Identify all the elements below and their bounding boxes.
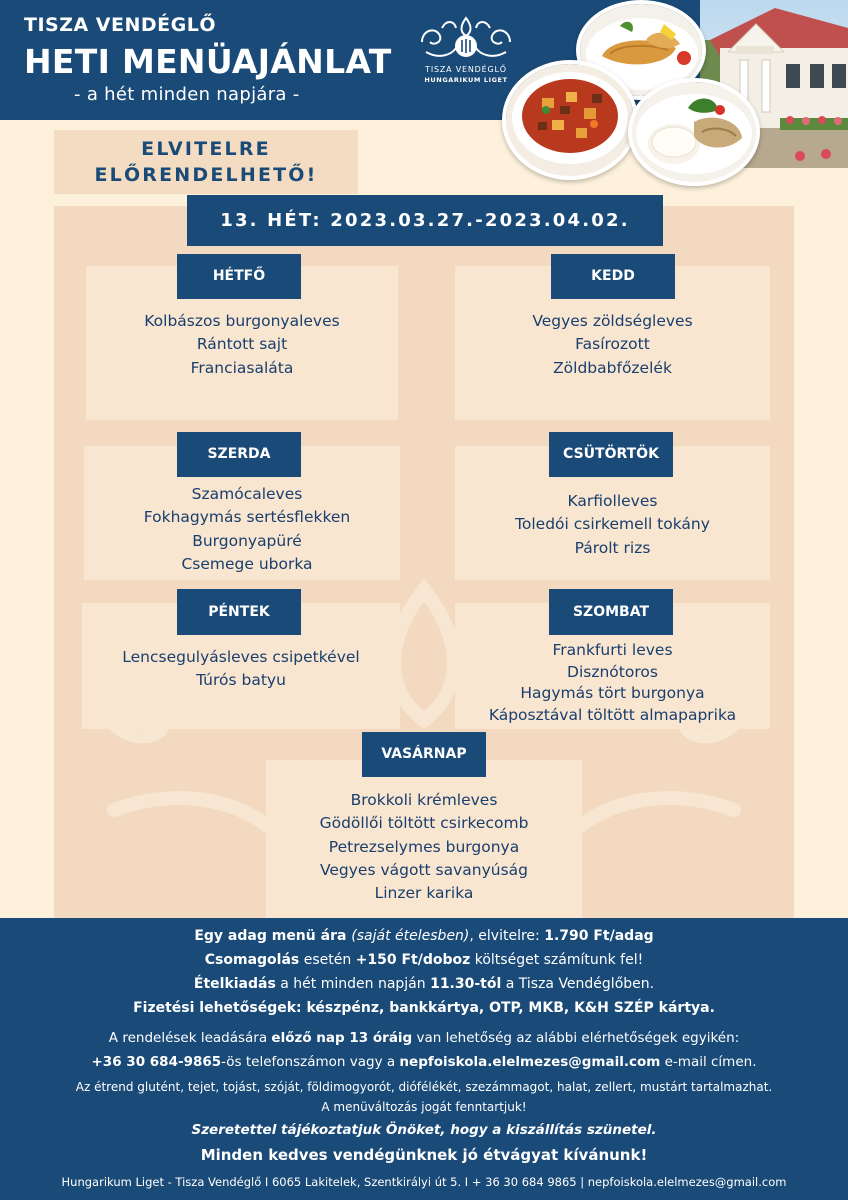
serving-text: a hét minden napján bbox=[275, 976, 431, 992]
address-line: Hungarikum Liget - Tisza Vendéglő I 6065 Lakitelek, Szentkirályi út 5. I + 36 30 684 9865 | nepfoiskola.elelmezes@gmail.com bbox=[61, 1175, 787, 1189]
payment-line bbox=[0, 1000, 848, 1016]
payment-methods: készpénz, bankkártya, OTP, MKB, K&H SZÉP kártya. bbox=[301, 1000, 715, 1016]
dish-item: Gödöllői töltött csirkecomb bbox=[319, 814, 529, 833]
dish-item: Fokhagymás sertésflekken bbox=[143, 508, 351, 527]
day-label-monday: HÉTFŐ bbox=[177, 254, 301, 299]
dish-item: Karfiolleves bbox=[567, 492, 658, 510]
dish-item: Lencsegulyásleves csipetkével bbox=[122, 648, 360, 666]
email-address[interactable]: nepfoiskola.elelmezes@gmail.com bbox=[399, 1054, 661, 1070]
dish-item: Káposztával töltött almapaprika bbox=[488, 705, 737, 724]
dish-item: Burgonyapüré bbox=[192, 531, 302, 550]
wish-line: Minden kedves vendégünknek jó étvágyat kívánunk! bbox=[200, 1146, 648, 1164]
order-text-3: -ös telefonszámon vagy a bbox=[221, 1054, 400, 1070]
day-label-friday: PÉNTEK bbox=[177, 589, 301, 635]
logo-subtitle: HUNGARIKUM LIGET bbox=[424, 76, 508, 84]
stew-dish-photo bbox=[502, 60, 638, 180]
serving-time: 11.30-tól bbox=[430, 976, 502, 992]
order-text: A rendelések leadására bbox=[108, 1030, 272, 1046]
footer-info bbox=[0, 918, 848, 1200]
packaging-fee: +150 Ft/doboz bbox=[355, 952, 471, 968]
dishes-wednesday bbox=[84, 483, 410, 576]
packaging-text-2: költséget számítunk fel! bbox=[470, 952, 644, 968]
serving-label: Ételkiadás bbox=[193, 976, 276, 992]
price-value: 1.790 Ft/adag bbox=[544, 928, 654, 944]
price-text: Egy adag menü ára bbox=[194, 928, 352, 944]
dishes-tuesday bbox=[455, 310, 770, 380]
order-line-1 bbox=[0, 1030, 848, 1046]
serving-line bbox=[0, 976, 848, 992]
order-deadline: előző nap 13 óráig bbox=[271, 1030, 413, 1046]
serving-text-2: a Tisza Vendéglőben. bbox=[501, 976, 655, 992]
week-banner: 13. HÉT: 2023.03.27.-2023.04.02. bbox=[187, 195, 663, 246]
dish-item: Fasírozott bbox=[575, 335, 650, 354]
dish-item: Hagymás tört burgonya bbox=[520, 684, 705, 702]
payment-label: Fizetési lehetőségek: bbox=[133, 1000, 302, 1016]
dish-item: Linzer karika bbox=[374, 884, 474, 903]
takeaway-line-2: ELŐRENDELHETŐ! bbox=[94, 164, 318, 186]
tisza-logo-icon bbox=[416, 16, 516, 62]
page-subtitle: - a hét minden napjára - bbox=[74, 84, 300, 105]
delivery-notice: Szeretettel tájékoztatjuk Önöket, hogy a kiszállítás szünetel. bbox=[191, 1122, 657, 1138]
dishes-monday bbox=[86, 310, 398, 380]
price-line bbox=[0, 928, 848, 944]
day-label-sunday: VASÁRNAP bbox=[362, 732, 486, 777]
dish-item: Petrezselymes burgonya bbox=[328, 837, 520, 856]
tisza-logo bbox=[414, 16, 518, 100]
order-text-2: van lehetőség az alábbi elérhetőségek egyikén: bbox=[412, 1030, 740, 1046]
logo-name: TISZA VENDÉGLŐ bbox=[425, 65, 507, 74]
dish-item: Vegyes vágott savanyúság bbox=[319, 860, 529, 879]
packaging-text: esetén bbox=[299, 952, 356, 968]
rice-dish-photo bbox=[628, 78, 760, 186]
price-text-2: , elvitelre: bbox=[469, 928, 545, 944]
packaging-line bbox=[0, 952, 848, 968]
dishes-sunday bbox=[266, 789, 582, 905]
dish-item: Vegyes zöldségleves bbox=[532, 312, 693, 330]
dish-item: Csemege uborka bbox=[181, 554, 313, 573]
price-note: (saját ételesben) bbox=[351, 928, 470, 944]
day-label-saturday: SZOMBAT bbox=[549, 589, 673, 635]
allergen-notice: Az étrend glutént, tejet, tojást, szóját, földimogyorót, diófélékét, szezámmagot, halat, zellert, mustárt tartalmazhat. bbox=[75, 1080, 773, 1094]
day-label-thursday: CSÜTÖRTÖK bbox=[549, 432, 673, 477]
packaging-label: Csomagolás bbox=[204, 952, 300, 968]
dish-item: Túrós batyu bbox=[196, 671, 286, 690]
dish-item: Kolbászos burgonyaleves bbox=[144, 312, 340, 330]
page-title: HETI MENÜAJÁNLAT bbox=[24, 42, 392, 81]
order-text-4: e-mail címen. bbox=[660, 1054, 757, 1070]
day-label-wednesday: SZERDA bbox=[177, 432, 301, 477]
dishes-friday bbox=[82, 646, 400, 693]
dish-item: Brokkoli krémleves bbox=[350, 791, 498, 809]
dish-item: Zöldbabfőzelék bbox=[553, 358, 672, 377]
dish-item: Szamócaleves bbox=[191, 485, 303, 503]
dish-item: Frankfurti leves bbox=[552, 641, 673, 659]
dish-item: Rántott sajt bbox=[196, 335, 288, 354]
order-line-2 bbox=[0, 1054, 848, 1070]
restaurant-name: TISZA VENDÉGLŐ bbox=[24, 14, 216, 36]
dishes-saturday bbox=[455, 640, 770, 726]
dish-item: Franciasaláta bbox=[190, 358, 294, 377]
takeaway-line-1: ELVITELRE bbox=[141, 138, 271, 160]
dish-item: Párolt rizs bbox=[574, 538, 651, 557]
day-label-tuesday: KEDD bbox=[551, 254, 675, 299]
phone-number[interactable]: +36 30 684-9865 bbox=[91, 1054, 222, 1070]
rights-notice: A menüváltozás jogát fenntartjuk! bbox=[321, 1100, 527, 1114]
takeaway-notice bbox=[54, 130, 358, 194]
dish-item: Disznótoros bbox=[567, 662, 658, 681]
dish-item: Toledói csirkemell tokány bbox=[515, 515, 710, 534]
dishes-thursday bbox=[455, 490, 770, 560]
